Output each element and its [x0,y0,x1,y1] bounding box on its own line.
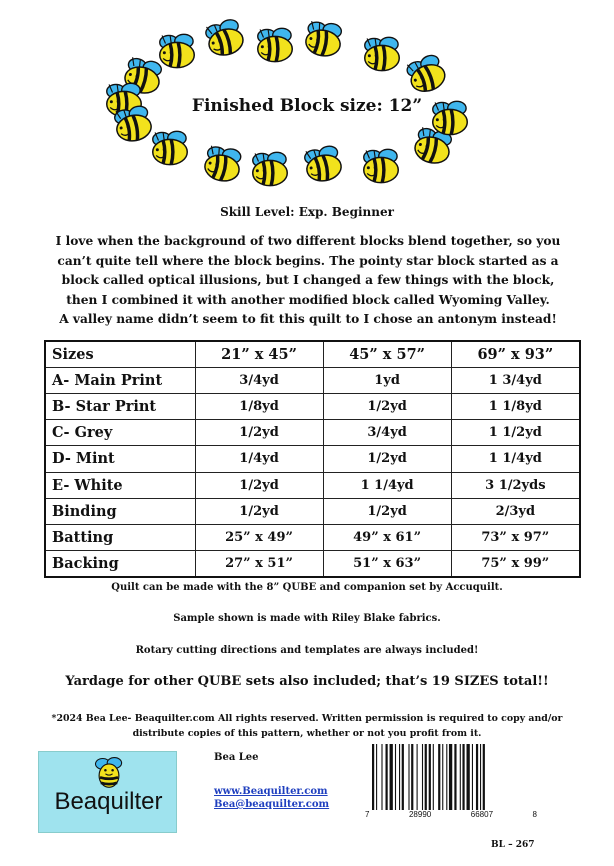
row-label: C- Grey [45,420,195,446]
table-header: Sizes [45,341,195,367]
bee-icon [258,28,293,61]
barcode [370,744,530,812]
row-label: A- Main Print [45,367,195,393]
bee-icon [253,152,288,185]
table-cell: 1 3/4yd [451,367,580,393]
bee-icon [364,149,399,182]
intro-line: block called optical illusions, but I changed a few things with the block, [61,273,555,288]
copyright-note: *2024 Bea Lee- Beaquilter.com All rights reserved. Written permission is required to copy and/or distribute copies of this pattern, whether or not you profit from it. [51,713,563,739]
barcode-bar [425,744,427,810]
table-header: 45” x 57” [323,341,451,367]
table-row [45,420,580,446]
table-header: 21” x 45” [195,341,323,367]
bee-icon [405,53,449,96]
table-cell: 2/3yd [451,498,580,524]
table-row [45,393,580,419]
bee-icon [303,145,343,184]
barcode-bar [467,744,470,810]
table-cell: 1 1/4yd [323,472,451,498]
barcode-bar [429,744,431,810]
table-row [45,525,580,551]
beaquilter-logo [38,751,177,833]
yardage-table [44,340,581,578]
table-cell: 1/2yd [323,393,451,419]
table-cell: 25” x 49” [195,525,323,551]
barcode-digit-group: 28990 [408,810,432,819]
table-row [45,498,580,524]
bee-icon [91,754,127,790]
barcode-bar [454,744,456,810]
table-cell: 1 1/2yd [451,420,580,446]
row-label: B- Star Print [45,393,195,419]
table-header-row [45,341,580,367]
barcode-bar [408,744,409,810]
bee-icon [304,20,344,59]
row-label: D- Mint [45,446,195,472]
table-row [45,472,580,498]
barcode-bar [372,744,374,810]
accuquilt-note: Quilt can be made with the 8” QUBE and companion set by Accuquilt. [111,582,503,593]
barcode-bar [386,744,388,810]
table-cell: 1/2yd [195,472,323,498]
table-cell: 3/4yd [323,420,451,446]
table-cell: 3 1/2yds [451,472,580,498]
bee-icon [160,34,195,67]
barcode-digit-group: 66807 [470,810,494,819]
table-cell: 1 1/8yd [451,393,580,419]
table-cell: 27” x 51” [195,551,323,577]
barcode-bar [395,744,396,810]
included-note: Rotary cutting directions and templates are always included! [135,645,479,656]
author-name: Bea Lee [214,752,259,763]
pattern-code: BL – 267 [491,840,535,850]
bee-icon [365,37,400,70]
bee-icon [202,144,243,184]
intro-paragraph [28,232,588,330]
barcode-bar [449,744,452,810]
barcode-bar [483,744,485,810]
table-header: 69” x 93” [451,341,580,367]
table-cell: 1/2yd [195,498,323,524]
barcode-bar [390,744,393,810]
barcode-bar [422,744,423,810]
fabrics-note: Sample shown is made with Riley Blake fabrics. [173,613,441,624]
table-cell: 1/2yd [323,446,451,472]
intro-line: then I combined it with another modified block called Wyoming Valley. [66,292,550,307]
row-label: Backing [45,551,195,577]
table-cell: 1yd [323,367,451,393]
barcode-bar [446,744,447,810]
barcode-bar [438,744,440,810]
skill-level: Skill Level: Exp. Beginner [220,205,394,219]
intro-line: I love when the background of two different blocks blend together, so you [55,234,561,248]
barcode-bar [381,744,382,810]
table-cell: 1/2yd [195,420,323,446]
yardage-note: Yardage for other QUBE sets also included; that’s 19 SIZES total!! [65,674,549,689]
barcode-bar [376,744,377,810]
bee-icon [153,131,188,164]
table-cell: 1 1/4yd [451,446,580,472]
row-label: E- White [45,472,195,498]
intro-line: can’t quite tell where the block begins. The pointy star block started as a [57,253,559,268]
barcode-bar [411,744,413,810]
barcode-digit-group: 8 [532,810,537,819]
website-link[interactable]: www.Beaquilter.com [214,786,328,797]
table-row [45,551,580,577]
row-label: Batting [45,525,195,551]
table-cell: 3/4yd [195,367,323,393]
table-cell: 1/8yd [195,393,323,419]
intro-line: A valley name didn’t seem to fit this quilt to I chose an antonym instead! [59,312,557,327]
barcode-bar [433,744,434,810]
table-row [45,367,580,393]
barcode-bar [399,744,400,810]
table-row [45,446,580,472]
table-cell: 1/2yd [323,498,451,524]
barcode-bar [462,744,464,810]
bee-icon [204,18,246,59]
barcode-bar [472,744,473,810]
table-cell: 1/4yd [195,446,323,472]
email-link[interactable]: Bea@beaquilter.com [214,799,330,810]
barcode-bar [402,744,404,810]
barcode-bar [476,744,478,810]
logo-text: Beaquilter [54,788,163,815]
barcode-bar [480,744,481,810]
row-label: Binding [45,498,195,524]
table-cell: 49” x 61” [323,525,451,551]
barcode-digits [365,810,537,819]
barcode-digit-group: 7 [365,810,370,819]
barcode-bar [442,744,443,810]
barcode-bar [460,744,461,810]
table-cell: 75” x 99” [451,551,580,577]
barcode-bar [417,744,418,810]
table-cell: 51” x 63” [323,551,451,577]
block-size-heading: Finished Block size: 12” [191,96,423,116]
table-cell: 73” x 97” [451,525,580,551]
